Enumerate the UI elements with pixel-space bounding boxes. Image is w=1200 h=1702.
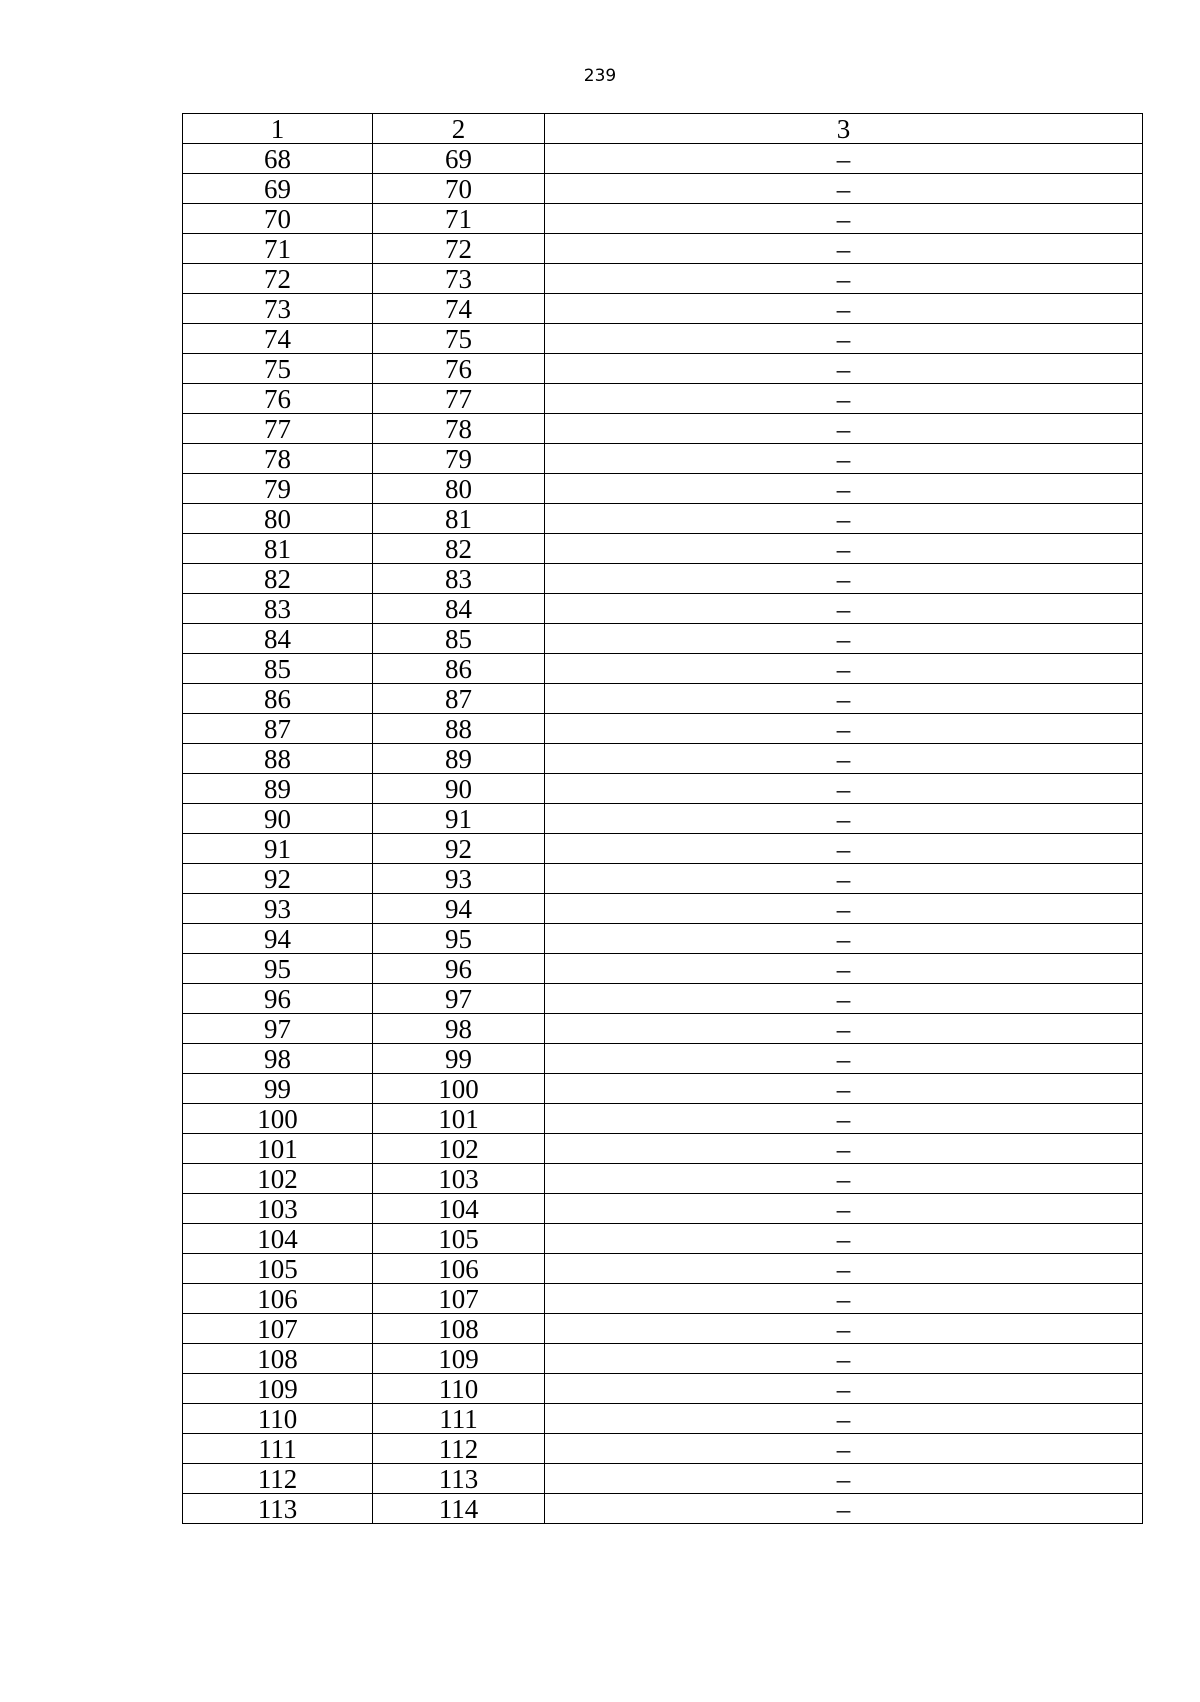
table-cell-col-1: 94 — [183, 924, 373, 954]
table-cell-col-3: – — [545, 1494, 1143, 1524]
table-row — [183, 1134, 1143, 1164]
table-cell-col-3: – — [545, 354, 1143, 384]
table-cell-col-3: – — [545, 594, 1143, 624]
table-cell-col-2: 92 — [373, 834, 545, 864]
table-row — [183, 1074, 1143, 1104]
table-row — [183, 894, 1143, 924]
table-cell-col-2: 104 — [373, 1194, 545, 1224]
table-cell-col-1: 77 — [183, 414, 373, 444]
table-cell-col-1: 92 — [183, 864, 373, 894]
table-cell-col-3: – — [545, 864, 1143, 894]
table-row — [183, 1164, 1143, 1194]
table-row — [183, 324, 1143, 354]
table-row — [183, 294, 1143, 324]
table-cell-col-3: – — [545, 1464, 1143, 1494]
table-row — [183, 234, 1143, 264]
table-row — [183, 1014, 1143, 1044]
table-row — [183, 714, 1143, 744]
page-number: 239 — [583, 66, 617, 86]
table-cell-col-3: – — [545, 1104, 1143, 1134]
table-cell-col-3: – — [545, 1344, 1143, 1374]
table-row — [183, 834, 1143, 864]
table-cell-col-3: – — [545, 504, 1143, 534]
table-cell-col-2: 95 — [373, 924, 545, 954]
table-cell-col-2: 94 — [373, 894, 545, 924]
table-row — [183, 774, 1143, 804]
table-row — [183, 1314, 1143, 1344]
table-cell-col-2: 110 — [373, 1374, 545, 1404]
table-cell-col-3: – — [545, 234, 1143, 264]
table-cell-col-2: 74 — [373, 294, 545, 324]
table-cell-col-1: 74 — [183, 324, 373, 354]
table-cell-col-1: 84 — [183, 624, 373, 654]
table-cell-col-3: – — [545, 144, 1143, 174]
table-cell-col-1: 69 — [183, 174, 373, 204]
table-cell-col-2: 82 — [373, 534, 545, 564]
table-cell-col-1: 96 — [183, 984, 373, 1014]
table-cell-col-1: 112 — [183, 1464, 373, 1494]
table-row — [183, 1284, 1143, 1314]
table-cell-col-3: – — [545, 384, 1143, 414]
table-cell-col-2: 86 — [373, 654, 545, 684]
table-row — [183, 744, 1143, 774]
table-cell-col-3: – — [545, 294, 1143, 324]
table-cell-col-3: – — [545, 1134, 1143, 1164]
table-cell-col-3: – — [545, 174, 1143, 204]
table-row — [183, 1494, 1143, 1524]
table-cell-col-2: 90 — [373, 774, 545, 804]
table-cell-col-2: 99 — [373, 1044, 545, 1074]
table-cell-col-3: – — [545, 624, 1143, 654]
table-cell-col-3: – — [545, 804, 1143, 834]
table-row — [183, 414, 1143, 444]
table-cell-col-2: 113 — [373, 1464, 545, 1494]
table-cell-col-1: 82 — [183, 564, 373, 594]
table-cell-col-1: 108 — [183, 1344, 373, 1374]
table-cell-col-1: 105 — [183, 1254, 373, 1284]
table-cell-col-1: 97 — [183, 1014, 373, 1044]
table-cell-col-2: 75 — [373, 324, 545, 354]
table-cell-col-3: – — [545, 534, 1143, 564]
table-cell-col-2: 70 — [373, 174, 545, 204]
table-cell-col-2: 76 — [373, 354, 545, 384]
table-cell-col-1: 101 — [183, 1134, 373, 1164]
table-cell-col-2: 114 — [373, 1494, 545, 1524]
table-cell-col-1: 75 — [183, 354, 373, 384]
table-row — [183, 384, 1143, 414]
table-cell-col-2: 81 — [373, 504, 545, 534]
table-row — [183, 684, 1143, 714]
table-cell-col-3: – — [545, 1314, 1143, 1344]
table-cell-col-3: – — [545, 444, 1143, 474]
table-cell-col-1: 99 — [183, 1074, 373, 1104]
table-row — [183, 1374, 1143, 1404]
table-cell-col-3: – — [545, 204, 1143, 234]
table-cell-col-1: 70 — [183, 204, 373, 234]
table-cell-col-3: – — [545, 1164, 1143, 1194]
table-row — [183, 444, 1143, 474]
table-row — [183, 144, 1143, 174]
table-row — [183, 264, 1143, 294]
table-cell-col-1: 79 — [183, 474, 373, 504]
table-cell-col-2: 73 — [373, 264, 545, 294]
table-row — [183, 474, 1143, 504]
table-cell-col-2: 83 — [373, 564, 545, 594]
table-cell-col-1: 85 — [183, 654, 373, 684]
table-row — [183, 624, 1143, 654]
table-cell-col-1: 89 — [183, 774, 373, 804]
table-cell-col-1: 76 — [183, 384, 373, 414]
table-row — [183, 504, 1143, 534]
table-cell-col-1: 111 — [183, 1434, 373, 1464]
table-cell-col-1: 78 — [183, 444, 373, 474]
table-cell-col-3: – — [545, 1194, 1143, 1224]
table-cell-col-2: 77 — [373, 384, 545, 414]
table-cell-col-3: – — [545, 744, 1143, 774]
table-cell-col-3: – — [545, 324, 1143, 354]
table-cell-col-2: 96 — [373, 954, 545, 984]
table-cell-col-2: 105 — [373, 1224, 545, 1254]
table-cell-col-3: – — [545, 1254, 1143, 1284]
table-header — [183, 114, 1143, 144]
table-cell-col-1: 71 — [183, 234, 373, 264]
table-row — [183, 1104, 1143, 1134]
table-cell-col-2: 80 — [373, 474, 545, 504]
table-cell-col-3: – — [545, 414, 1143, 444]
table-cell-col-3: – — [545, 1224, 1143, 1254]
table-row — [183, 1044, 1143, 1074]
table-cell-col-2: 89 — [373, 744, 545, 774]
table-cell-col-2: 98 — [373, 1014, 545, 1044]
table-cell-col-1: 104 — [183, 1224, 373, 1254]
table-cell-col-2: 78 — [373, 414, 545, 444]
table-cell-col-1: 72 — [183, 264, 373, 294]
table-cell-col-1: 80 — [183, 504, 373, 534]
table-cell-col-3: – — [545, 474, 1143, 504]
table-row — [183, 1194, 1143, 1224]
table-cell-col-1: 95 — [183, 954, 373, 984]
column-header-2: 2 — [373, 114, 545, 144]
table-cell-col-3: – — [545, 984, 1143, 1014]
column-header-1: 1 — [183, 114, 373, 144]
table-cell-col-1: 73 — [183, 294, 373, 324]
table-cell-col-2: 91 — [373, 804, 545, 834]
table-cell-col-1: 83 — [183, 594, 373, 624]
table-cell-col-1: 102 — [183, 1164, 373, 1194]
column-header-3: 3 — [545, 114, 1143, 144]
table-row — [183, 804, 1143, 834]
table-cell-col-3: – — [545, 714, 1143, 744]
table-row — [183, 534, 1143, 564]
data-table — [182, 113, 1143, 1524]
table-row — [183, 924, 1143, 954]
table-cell-col-3: – — [545, 924, 1143, 954]
table-cell-col-2: 85 — [373, 624, 545, 654]
table-body — [183, 144, 1143, 1524]
table-cell-col-2: 109 — [373, 1344, 545, 1374]
table-cell-col-2: 100 — [373, 1074, 545, 1104]
table-cell-col-1: 100 — [183, 1104, 373, 1134]
table-cell-col-2: 111 — [373, 1404, 545, 1434]
table-cell-col-2: 72 — [373, 234, 545, 264]
table-cell-col-3: – — [545, 1044, 1143, 1074]
table-row — [183, 654, 1143, 684]
table-cell-col-1: 113 — [183, 1494, 373, 1524]
table-cell-col-3: – — [545, 564, 1143, 594]
table-cell-col-1: 91 — [183, 834, 373, 864]
table-row — [183, 1404, 1143, 1434]
table-row — [183, 1254, 1143, 1284]
table-cell-col-2: 97 — [373, 984, 545, 1014]
table-row — [183, 864, 1143, 894]
table-row — [183, 1434, 1143, 1464]
table-row — [183, 954, 1143, 984]
table-cell-col-3: – — [545, 264, 1143, 294]
header-row — [183, 114, 1143, 144]
table-cell-col-1: 110 — [183, 1404, 373, 1434]
table-cell-col-2: 79 — [373, 444, 545, 474]
table-cell-col-1: 103 — [183, 1194, 373, 1224]
table-cell-col-2: 106 — [373, 1254, 545, 1284]
table-cell-col-1: 86 — [183, 684, 373, 714]
table-cell-col-2: 87 — [373, 684, 545, 714]
table-cell-col-3: – — [545, 1404, 1143, 1434]
table-cell-col-3: – — [545, 684, 1143, 714]
table-cell-col-3: – — [545, 1434, 1143, 1464]
table-cell-col-1: 90 — [183, 804, 373, 834]
table-cell-col-2: 102 — [373, 1134, 545, 1164]
table-cell-col-1: 87 — [183, 714, 373, 744]
table-row — [183, 984, 1143, 1014]
table-cell-col-3: – — [545, 954, 1143, 984]
table-cell-col-1: 88 — [183, 744, 373, 774]
table-cell-col-2: 101 — [373, 1104, 545, 1134]
table-cell-col-3: – — [545, 834, 1143, 864]
table-cell-col-1: 68 — [183, 144, 373, 174]
table-cell-col-2: 107 — [373, 1284, 545, 1314]
table-cell-col-1: 107 — [183, 1314, 373, 1344]
table-cell-col-1: 81 — [183, 534, 373, 564]
table-cell-col-2: 112 — [373, 1434, 545, 1464]
table-row — [183, 354, 1143, 384]
table-row — [183, 594, 1143, 624]
table-cell-col-2: 103 — [373, 1164, 545, 1194]
table-cell-col-3: – — [545, 1074, 1143, 1104]
table-cell-col-3: – — [545, 1374, 1143, 1404]
table-row — [183, 1344, 1143, 1374]
table-row — [183, 204, 1143, 234]
table-cell-col-2: 69 — [373, 144, 545, 174]
table-row — [183, 174, 1143, 204]
table-cell-col-3: – — [545, 1014, 1143, 1044]
table-cell-col-2: 71 — [373, 204, 545, 234]
table-cell-col-1: 109 — [183, 1374, 373, 1404]
table-cell-col-1: 93 — [183, 894, 373, 924]
table-row — [183, 1224, 1143, 1254]
table-cell-col-1: 106 — [183, 1284, 373, 1314]
table-cell-col-2: 93 — [373, 864, 545, 894]
table-cell-col-3: – — [545, 1284, 1143, 1314]
table-cell-col-1: 98 — [183, 1044, 373, 1074]
table-cell-col-2: 88 — [373, 714, 545, 744]
table-cell-col-3: – — [545, 774, 1143, 804]
table-cell-col-3: – — [545, 894, 1143, 924]
table-row — [183, 1464, 1143, 1494]
table-cell-col-3: – — [545, 654, 1143, 684]
table-cell-col-2: 84 — [373, 594, 545, 624]
table-row — [183, 564, 1143, 594]
table-cell-col-2: 108 — [373, 1314, 545, 1344]
